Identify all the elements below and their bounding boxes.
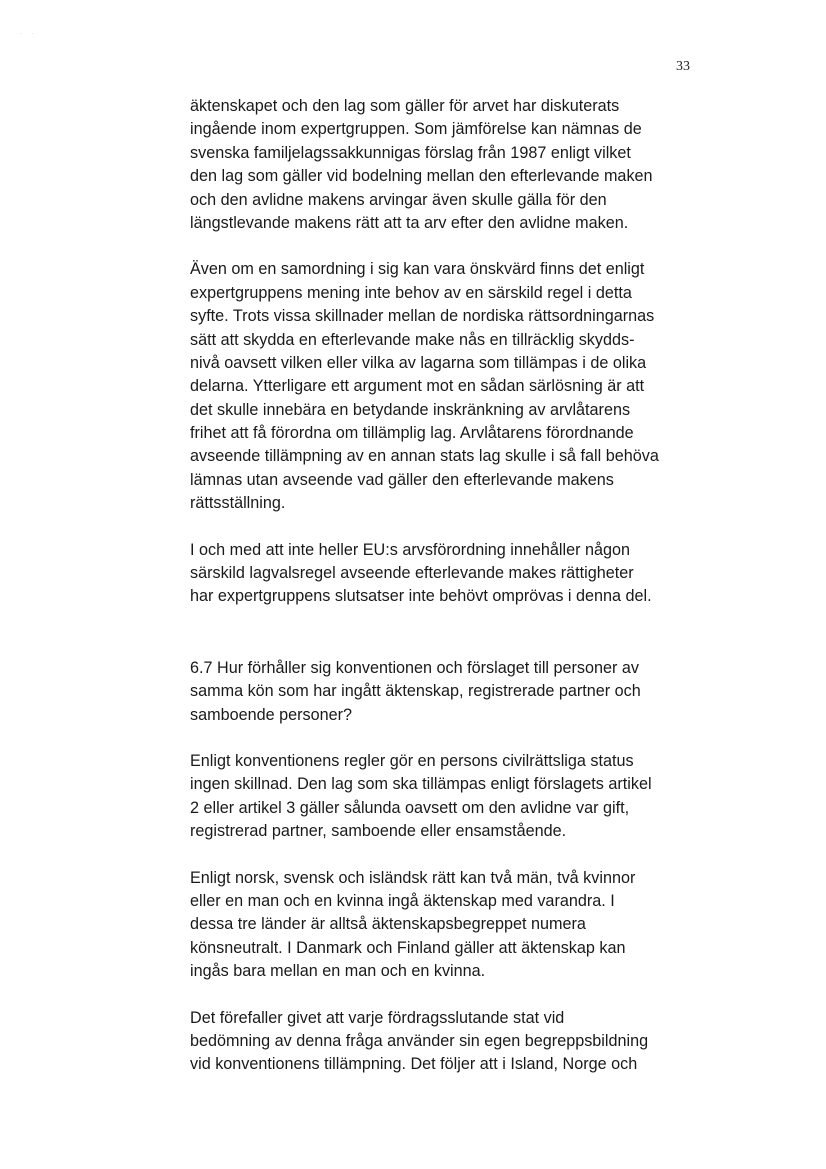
text-line: den lag som gäller vid bodelning mellan den efterlevande maken [190,167,653,186]
text-line: I och med att inte heller EU:s arvsförordning innehåller någon [190,540,631,559]
text-line: könsneutralt. I Danmark och Finland gäller att äktenskap kan [190,938,626,957]
text-line: det skulle innebära en betydande inskränkning av arvlåtarens [190,400,631,419]
text-line: särskild lagvalsregel avseende efterlevande makes rättigheter [190,564,634,583]
text-line: och den avlidne makens arvingar även skulle gälla för den [190,190,607,209]
text-line: har expertgruppens slutsatser inte behövt omprövas i denna del. [190,587,652,606]
text-line: Enligt konventionens regler gör en persons civilrättsliga status [190,751,634,770]
paragraph [190,258,720,515]
scan-marks: . . [20,30,38,36]
text-line: frihet att få förordna om tillämplig lag. Arvlåtarens förordnande [190,424,634,443]
text-line: äktenskapet och den lag som gäller för arvet har diskuterats [190,97,620,115]
heading-line: samboende personer? [190,705,352,724]
text-line: 2 eller artikel 3 gäller sålunda oavsett om den avlidne var gift, [190,798,630,817]
text-line: nivå oavsett vilken eller vilka av lagarna som tillämpas i de olika [190,353,647,372]
text-line: sätt att skydda en efterlevande make nås en tillräcklig skydds- [190,330,635,349]
text-line: längstlevande makens rätt att ta arv efter den avlidne maken. [190,213,629,232]
heading-line: samma kön som har ingått äktenskap, registrerade partner och [190,682,641,701]
text-line: ingen skillnad. Den lag som ska tillämpas enligt förslagets artikel [190,775,652,794]
text-line: syfte. Trots vissa skillnader mellan de nordiska rättsordningarnas [190,307,655,326]
text-line: ingående inom expertgruppen. Som jämförelse kan nämnas de [190,120,642,139]
text-line: rättsställning. [190,494,286,513]
text-line: registrerad partner, samboende eller ensamstående. [190,822,567,841]
text-line: dessa tre länder är alltså äktenskapsbegreppet numera [190,915,586,934]
text-line: lämnas utan avseende vad gäller den efterlevande makens [190,470,614,489]
text-line: avseende tillämpning av en annan stats lag skulle i så fall behöva [190,447,659,466]
heading-line: 6.7 Hur förhåller sig konventionen och förslaget till personer av [190,658,639,677]
text-line: delarna. Ytterligare ett argument mot en sådan särlösning är att [190,377,645,396]
paragraph [190,867,720,984]
text-line: svenska familjelagssakkunnigas förslag från 1987 enligt vilket [190,143,631,162]
text-line: expertgruppens mening inte behov av en särskild regel i detta [190,283,632,302]
paragraph [190,750,720,844]
section-heading [190,657,720,727]
body-text [190,95,720,1077]
text-line: Enligt norsk, svensk och isländsk rätt kan två män, två kvinnor [190,868,636,887]
text-line: vid konventionens tillämpning. Det följer att i Island, Norge och [190,1055,638,1074]
text-line: Även om en samordning i sig kan vara önskvärd finns det enligt [190,260,645,279]
text-line: eller en man och en kvinna ingå äktenskap med varandra. I [190,891,615,910]
paragraph [190,95,720,235]
text-line: Det förefaller givet att varje fördragsslutande stat vid [190,1008,565,1027]
text-line: ingås bara mellan en man och en kvinna. [190,962,486,981]
paragraph [190,1007,720,1077]
text-line: bedömning av denna fråga använder sin egen begreppsbildning [190,1031,649,1050]
paragraph [190,539,720,609]
page-number: 33 [676,59,690,74]
